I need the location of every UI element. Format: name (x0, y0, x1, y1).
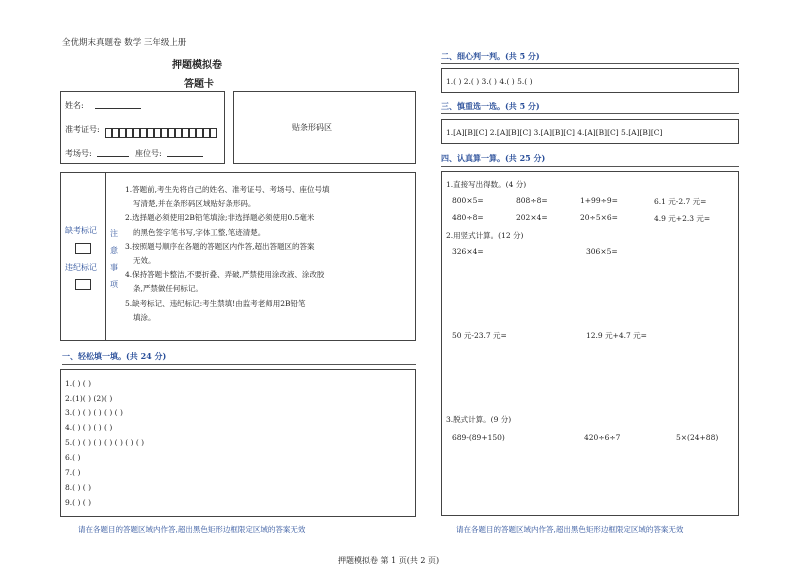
seat-field[interactable] (167, 156, 203, 157)
section3-title: 三、慎重选一选。(共 5 分) (441, 101, 540, 111)
page-subtitle: 答题卡 (184, 79, 214, 90)
fill-row[interactable]: 1.( ) ( ) (65, 379, 92, 388)
calc-item: 5×(24+88) (676, 433, 719, 442)
section2-box (441, 68, 739, 93)
calc-item: 480÷8= (452, 213, 484, 222)
room-field[interactable] (97, 156, 129, 157)
note-line: 4.保持答题卡整洁,不要折叠、弄破,严禁使用涂改液、涂改胶 (125, 270, 325, 280)
fill-row[interactable]: 9.( ) ( ) (65, 498, 92, 507)
note-line: 的黑色签字笔书写,字体工整,笔迹清楚。 (133, 227, 266, 237)
note-line: 3.按照题号顺序在各题的答题区内作答,超出答题区的答案 (125, 241, 315, 251)
section1-title: 一、轻松填一填。(共 24 分) (62, 351, 167, 361)
section4-title: 四、认真算一算。(共 25 分) (441, 153, 546, 163)
calc-item: 420÷6÷7 (584, 433, 621, 442)
note-line: 写清楚,并在条形码区域贴好条形码。 (133, 199, 256, 209)
calc-item: 20÷5×6= (580, 213, 618, 222)
calc-item: 6.1 元-2.7 元= (654, 197, 707, 206)
violation-mark-box[interactable] (75, 279, 91, 290)
name-label: 姓名: (65, 101, 84, 110)
judge-row[interactable]: 1.( ) 2.( ) 3.( ) 4.( ) 5.( ) (446, 77, 533, 86)
violation-mark-label: 违纪标记 (65, 263, 97, 272)
fill-row[interactable]: 3.( ) ( ) ( ) ( ) ( ) (65, 408, 123, 417)
q1-title: 1.直接写出得数。(4 分) (446, 180, 527, 189)
fill-row[interactable]: 4.( ) ( ) ( ) ( ) (65, 423, 113, 432)
fill-row[interactable]: 7.( ) (65, 468, 81, 477)
notes-list (125, 183, 330, 325)
section3-box (441, 119, 739, 144)
barcode-area (233, 91, 416, 164)
section4-box (441, 171, 739, 516)
exam-id-cells[interactable] (105, 122, 217, 141)
note-line: 无效。 (133, 256, 156, 266)
fill-row[interactable]: 5.( ) ( ) ( ) ( ) ( ) ( ) ( ) (65, 438, 145, 447)
seat-label: 座位号: (135, 149, 162, 158)
fill-row[interactable]: 8.( ) ( ) (65, 483, 92, 492)
exam-id-label: 准考证号: (65, 125, 100, 134)
calc-item: 202×4= (516, 213, 548, 222)
note-line: 5.缺考标记、违纪标记:考生禁填!由监考老师用2B铅笔 (125, 298, 306, 308)
notes-heading: 注 意 事 项 (110, 229, 118, 289)
warning-right: 请在各题目的答题区域内作答,超出黑色矩形边框限定区域的答案无效 (456, 525, 684, 534)
section1-box (60, 369, 416, 517)
calc-item: 689-(89+150) (452, 433, 505, 442)
choice-row[interactable]: 1.[A][B][C] 2.[A][B][C] 3.[A][B][C] 4.[A][B][C] 5.[A][B][C] (446, 128, 663, 137)
notes-box (60, 172, 416, 341)
absent-mark-box[interactable] (75, 243, 91, 254)
section2-title: 二、细心判一判。(共 5 分) (441, 51, 540, 61)
student-info-box (60, 91, 225, 164)
calc-item: 306×5= (586, 247, 618, 256)
calc-item: 808÷8= (516, 196, 548, 205)
warning-left: 请在各题目的答题区域内作答,超出黑色矩形边框限定区域的答案无效 (78, 525, 306, 534)
note-line: 1.答题前,考生先将自己的姓名、准考证号、考场号、座位号填 (125, 185, 330, 194)
header-line: 全优期末真题卷 数学 三年级上册 (62, 38, 187, 48)
name-field[interactable] (95, 108, 141, 109)
fill-row[interactable]: 2.(1)( ) (2)( ) (65, 394, 113, 403)
absent-mark-label: 缺考标记 (65, 226, 97, 235)
note-line: 条,严禁做任何标记。 (133, 284, 203, 294)
fill-row[interactable]: 6.( ) (65, 453, 81, 462)
room-label: 考场号: (65, 149, 92, 158)
q3-title: 3.脱式计算。(9 分) (446, 415, 512, 424)
page-footer: 押题模拟卷 第 1 页(共 2 页) (338, 556, 440, 565)
note-line: 填涂。 (133, 312, 156, 322)
calc-item: 50 元-23.7 元= (452, 331, 507, 340)
calc-item: 1+99÷9= (580, 196, 618, 205)
calc-item: 4.9 元+2.3 元= (654, 214, 711, 223)
page-title: 押题模拟卷 (172, 60, 222, 71)
calc-item: 800×5= (452, 196, 484, 205)
barcode-label: 贴条形码区 (292, 123, 332, 132)
note-line: 2.选择题必须使用2B铅笔填涂;非选择题必须使用0.5毫米 (125, 213, 315, 223)
q2-title: 2.用竖式计算。(12 分) (446, 231, 524, 240)
calc-item: 326×4= (452, 247, 484, 256)
calc-item: 12.9 元+4.7 元= (586, 331, 647, 340)
